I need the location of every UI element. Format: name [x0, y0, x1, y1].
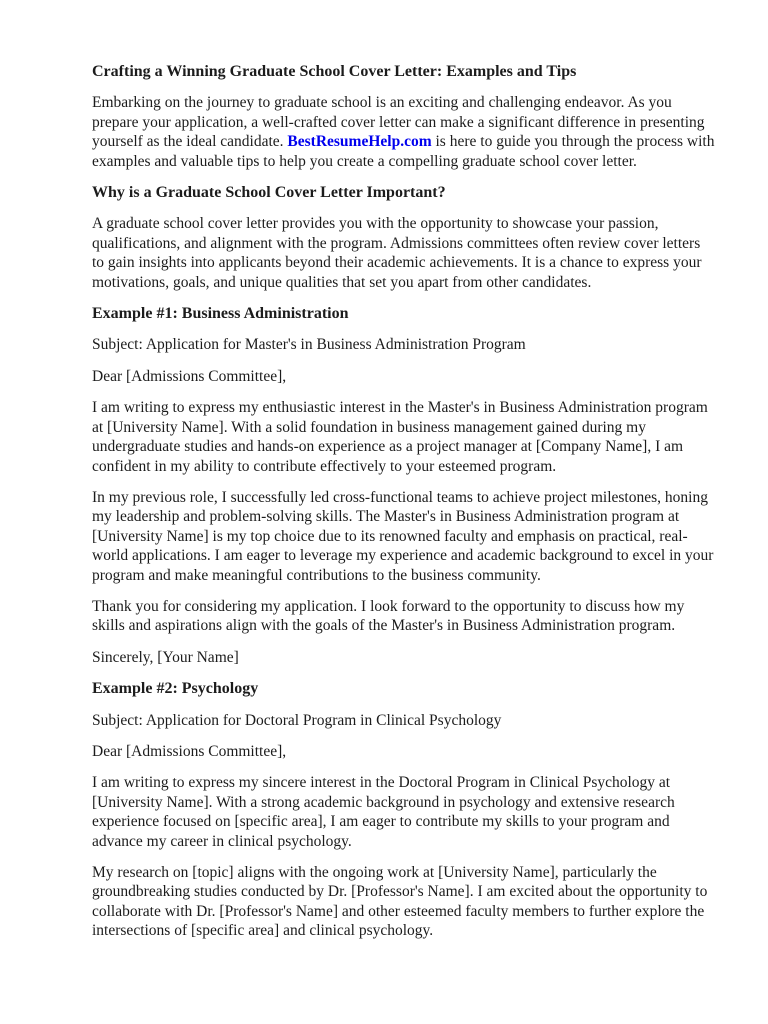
why-section-heading: Why is a Graduate School Cover Letter Important?: [92, 184, 446, 202]
example2-body-paragraph: I am writing to express my sincere interest in the Doctoral Program in Clinical Psychology at [University Name]. With a strong academic background in psychology and extensive research experience focused on [specific area], I am eager to contribute my skills to your program and advance my career in clinical psychology.: [92, 774, 675, 850]
example2-heading: Example #2: Psychology: [92, 680, 259, 698]
example1-signoff: Sincerely, [Your Name]: [92, 648, 239, 666]
example2-salutation: Dear [Admissions Committee],: [92, 742, 287, 760]
intro-paragraph: [92, 93, 716, 171]
bestresumehelp-link[interactable]: BestResumeHelp.com: [287, 133, 432, 151]
example2-body-paragraph: My research on [topic] aligns with the ongoing work at [University Name], particularly the groundbreaking studies conducted by Dr. [Professor's Name]. I am excited about the opportunity to collaborate with Dr. [Professor's Name] and other esteemed faculty members to further explore the intersections of [specific area] and clinical psychology.: [92, 864, 708, 940]
intro-text-before-link: Embarking on the journey to graduate school is an exciting and challenging endeavor. As you prepare your application, a well-crafted cover letter can make a significant difference in presenting yourself as the ideal candidate.: [92, 94, 705, 151]
example1-body-paragraph: Thank you for considering my application. I look forward to the opportunity to discuss how my skills and aspirations align with the goals of the Master's in Business Administration program.: [92, 597, 685, 635]
example1-body-paragraph: I am writing to express my enthusiastic interest in the Master's in Business Administration program at [University Name]. With a solid foundation in business management gained during my undergraduate studies and hands-on experience as a project manager at [Company Name], I am confident in my ability to contribute effectively to your esteemed program.: [92, 399, 708, 475]
example1-heading: Example #1: Business Administration: [92, 305, 349, 323]
example1-body-paragraph: In my previous role, I successfully led cross-functional teams to achieve project milestones, honing my leadership and problem-solving skills. The Master's in Business Administration program at [University Name] is my top choice due to its renowned faculty and emphasis on practical, real-world applications. I am eager to leverage my experience and academic background to excel in your program and make meaningful contributions to the business community.: [92, 488, 714, 584]
document-title: Crafting a Winning Graduate School Cover Letter: Examples and Tips: [92, 63, 577, 80]
example2-subject-line: Subject: Application for Doctoral Program in Clinical Psychology: [92, 711, 502, 729]
why-section-paragraph: A graduate school cover letter provides you with the opportunity to showcase your passion, qualifications, and alignment with the program. Admissions committees often review cover letters to gain insights into applicants beyond their academic achievements. It is a chance to express your motivations, goals, and unique qualities that set you apart from other candidates.: [92, 215, 702, 291]
example1-subject-line: Subject: Application for Master's in Business Administration Program: [92, 336, 526, 354]
example1-salutation: Dear [Admissions Committee],: [92, 367, 287, 385]
intro-text-after-link: is here to guide you through the process with examples and valuable tips to help you create a compelling graduate school cover letter.: [92, 133, 715, 170]
